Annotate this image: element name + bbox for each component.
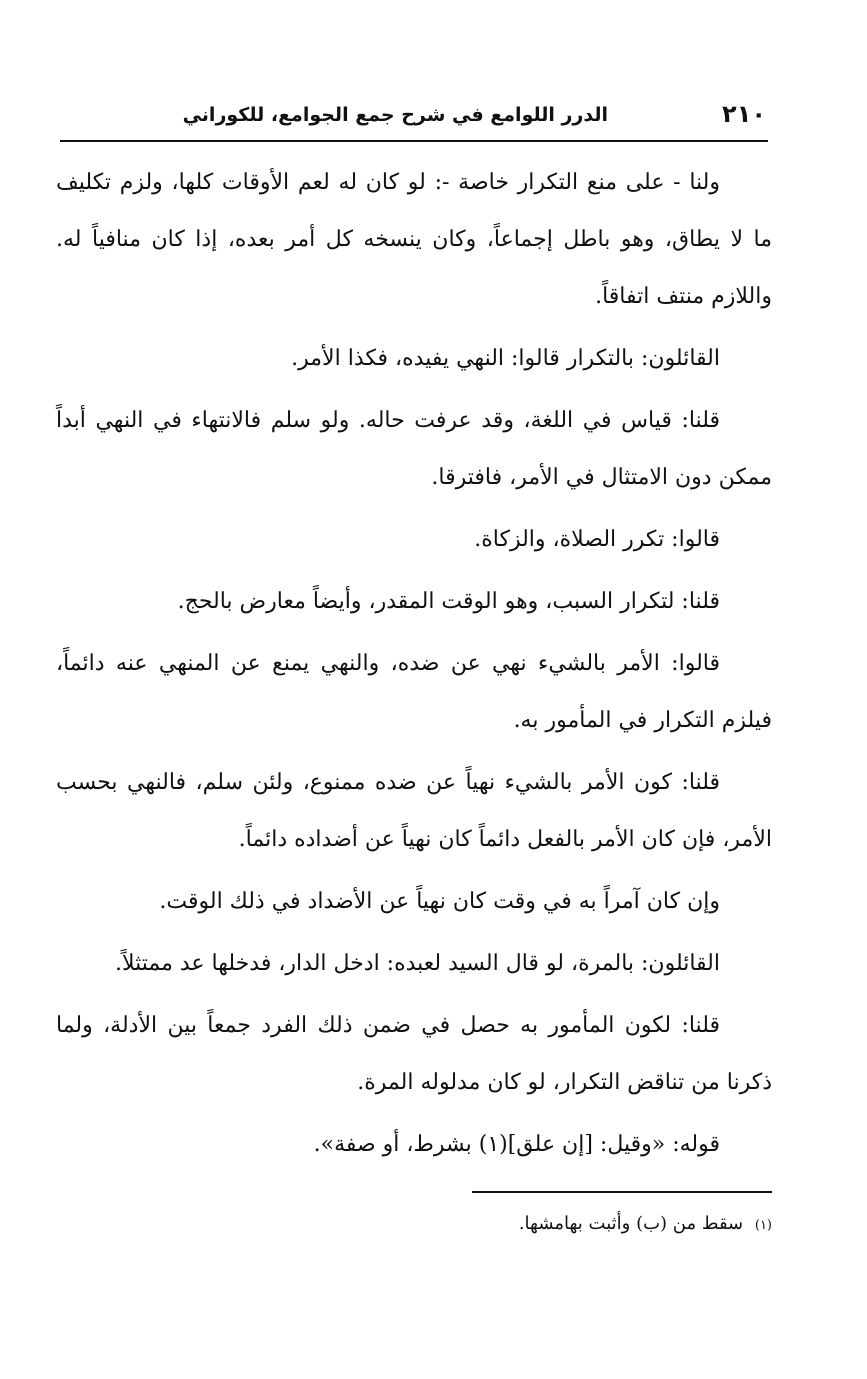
running-header [60,96,768,142]
footnote [56,1210,772,1240]
paragraph: قالوا: تكرر الصلاة، والزكاة. [474,527,720,552]
paragraph: قلنا: لكون المأمور به حصل في ضمن ذلك الفرد جمعاً بين الأدلة، ولما ذكرنا من تناقض التكرار، لو كان مدلوله المرة. [56,1013,772,1095]
paragraph: القائلون: بالمرة، لو قال السيد لعبده: ادخل الدار، فدخلها عد ممتثلاً. [114,951,720,976]
paragraph: وإن كان آمراً به في وقت كان نهياً عن الأضداد في ذلك الوقت. [159,889,720,914]
footnote-divider [472,1191,772,1193]
body-text [56,154,772,1178]
paragraph: قلنا: كون الأمر بالشيء نهياً عن ضده ممنوع، ولئن سلم، فالنهي بحسب الأمر، فإن كان الأمر بالفعل دائماً كان نهياً عن أضداده دائماً. [56,770,772,852]
page-number: ٢١٠ [722,100,766,128]
paragraph: قلنا: لتكرار السبب، وهو الوقت المقدر، وأيضاً معارض بالحج. [177,589,720,614]
running-title: الدرر اللوامع في شرح جمع الجوامع، للكوراني [182,104,608,126]
paragraph: قلنا: قياس في اللغة، وقد عرفت حاله. ولو سلم فالانتهاء في النهي أبداً ممكن دون الامتثال في الأمر، فافترقا. [56,408,772,490]
paragraph: ولنا - على منع التكرار خاصة -: لو كان له لعم الأوقات كلها، ولزم تكليف ما لا يطاق، وهو باطل إجماعاً، وكان ينسخه كل أمر بعده، إذا كان منافياً له. واللازم منتف اتفاقاً. [56,170,772,309]
paragraph: قالوا: الأمر بالشيء نهي عن ضده، والنهي يمنع عن المنهي عنه دائماً، فيلزم التكرار في المأمور به. [56,651,772,733]
paragraph: القائلون: بالتكرار قالوا: النهي يفيده، فكذا الأمر. [291,346,720,371]
footnote-marker: (١) [754,1218,772,1233]
paragraph: قوله: «وقيل: [إن علق](١) بشرط، أو صفة». [313,1132,720,1157]
footnote-text: سقط من (ب) وأثبت بهامشها. [518,1213,744,1234]
